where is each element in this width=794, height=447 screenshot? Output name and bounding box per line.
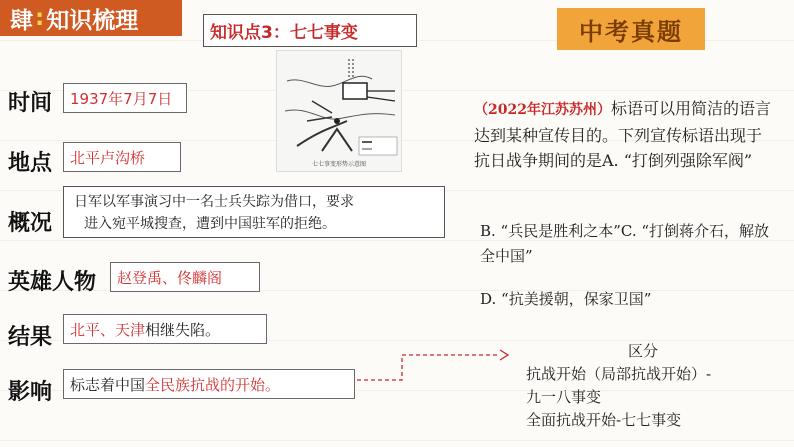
- exam-title: 中考真题: [557, 8, 705, 50]
- section-title: 知识梳理: [46, 7, 139, 34]
- distinction-line-2: 九一八事变: [526, 388, 602, 406]
- overview-line-2: 进入宛平城搜查，遭到中国驻军的拒绝。: [84, 216, 336, 232]
- map-image: [276, 50, 402, 172]
- section-badge: [0, 0, 182, 36]
- influence-text: 标志着中国: [70, 375, 146, 394]
- exam-stem: 标语可以用简洁的语言达到某种宣传目的。下列宣传标语出现于抗日战争期间的是A. “打倒列强除军阀”: [474, 99, 771, 170]
- value-influence: [63, 369, 355, 399]
- result-cities: 北平、天津: [70, 320, 146, 339]
- label-overview: 概况: [8, 210, 53, 236]
- overview-line-1: 日军以军事演习中一名士兵失踪为借口，要求: [74, 194, 354, 210]
- label-influence: 影响: [8, 379, 53, 405]
- value-place: 北平卢沟桥: [63, 142, 181, 172]
- distinction-line-1: 抗战开始（局部抗战开始）-: [526, 365, 712, 383]
- map-caption: 七七事变形势示意图: [311, 161, 367, 168]
- exam-option-d: D. “抗美援朝，保家卫国”: [480, 290, 652, 308]
- value-time: 1937年7月7日: [63, 83, 187, 113]
- result-text: 相继失陷。: [145, 320, 221, 339]
- exam-source: （2022年江苏苏州）: [474, 102, 611, 118]
- exam-option-bc: B. “兵民是胜利之本”C. “打倒蒋介石，解放全中国”: [480, 222, 770, 265]
- section-prefix: 肆: [10, 7, 33, 34]
- distinction-line-3: 全面抗战开始-七七事变: [526, 411, 682, 429]
- influence-highlight: 全民族抗战的开始。: [145, 375, 281, 394]
- knowledge-point-title: 知识点3：七七事变: [203, 14, 417, 47]
- value-result: [63, 314, 267, 344]
- label-place: 地点: [8, 150, 53, 176]
- label-time: 时间: [8, 90, 53, 116]
- distinction-heading: 区分: [628, 342, 659, 360]
- exam-question: [474, 96, 774, 173]
- section-separator: :: [35, 5, 45, 31]
- label-heroes: 英雄人物: [8, 269, 97, 295]
- label-result: 结果: [8, 324, 53, 350]
- value-heroes: 赵登禹、佟麟阁: [110, 262, 260, 292]
- value-overview: [63, 186, 445, 238]
